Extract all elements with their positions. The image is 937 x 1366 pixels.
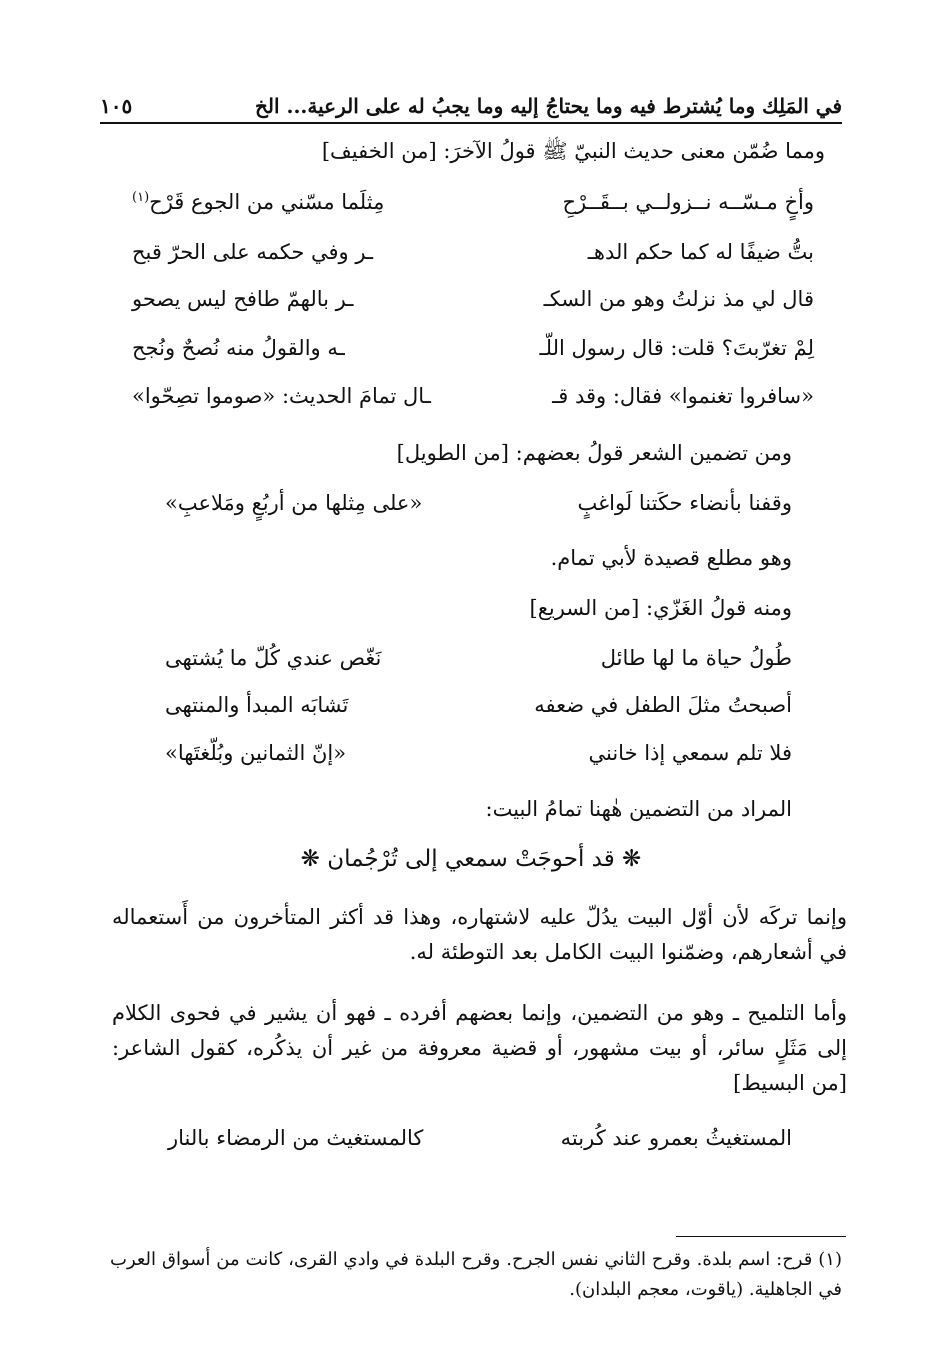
verse-left: ـه والقولُ منه نُصحٌ ونُجح xyxy=(132,336,345,360)
page-number: ١٠٥ xyxy=(100,94,133,118)
verse-left: نَغّص عندي كُلّ ما يُشتهى xyxy=(165,646,382,670)
verse-left: «على مِثلها من أربُعٍ ومَلاعبِ» xyxy=(165,491,423,515)
footnote-rule xyxy=(676,1236,846,1237)
header-rule xyxy=(100,122,842,124)
verse-left: ـر وفي حكمه على الحرّ قبح xyxy=(132,240,374,264)
verse-right: بتُّ ضيفًا له كما حكم الدهـ xyxy=(587,240,814,264)
verse-right: لِمْ تغرّبتَ؟ قلت: قال رسول اللّـ xyxy=(539,336,814,360)
verse-right: «سافروا تغنموا» فقال: وقد قـ xyxy=(552,384,814,408)
verse-right: قال لي مذ نزلتُ وهو من السكـ xyxy=(543,287,814,311)
header-title: في المَلِك وما يُشترط فيه وما يحتاجُ إليه وما يجبُ له على الرعية... الخ xyxy=(254,94,842,118)
verse-right: أصبحتُ مثلَ الطفل في ضعفه xyxy=(534,693,792,717)
footnote: (١) قرح: اسم بلدة. وقرح الثاني نفس الجرح. وقرح البلدة في وادي القرى، كانت من أسواق العرب في الجاهلية. (ياقوت، معجم البلدان). xyxy=(110,1249,842,1300)
intro-line: ومنه قولُ الغَزّي: [من السريع] xyxy=(529,596,792,620)
running-header xyxy=(100,78,842,118)
footnote-marker: (١) xyxy=(132,190,150,205)
verse-right: المستغيثُ بعمرو عند كُربته xyxy=(560,1126,792,1150)
paragraph: وأما التلميح ـ وهو من التضمين، وإنما بعضهم أفرده ـ فهو أن يشير في فحوى الكلام إلى مَثَلٍ سائر، أو بيت مشهور، أو قضية معروفة من غير أن يذكُره، كقول الشاعر: [من البسيط] xyxy=(112,1001,847,1095)
intro-line: المراد من التضمين هٰهنا تمامُ البيت: xyxy=(485,797,792,821)
verse-left: «إنّ الثمانين وبُلّغتَها» xyxy=(165,741,347,765)
verse-right: فلا تلم سمعي إذا خانني xyxy=(588,741,792,765)
verse-left-text: مِثلَما مسّني من الجوع قَرْح xyxy=(149,190,385,214)
note-line: وهو مطلع قصيدة لأبي تمام. xyxy=(550,546,792,570)
verse-right: وأخٍ مـسّــه نــزولــي بــقَــرْحِ xyxy=(562,190,814,214)
verse-left: كالمستغيث من الرمضاء بالنار xyxy=(168,1126,424,1150)
quoted-hemistich: ❋ قد أحوجَتْ سمعي إلى تُرْجُمان ❋ xyxy=(300,846,642,872)
intro-line: ومما ضُمّن معنى حديث النبيّ ﷺ قولُ الآخرَ: [من الخفيف] xyxy=(321,139,825,163)
paragraph: وإنما تركَه لأن أوّل البيت يدُلّ عليه لاشتهاره، وهذا قد أكثر المتأخرون من أَستعماله في أشعارهم، وضمّنوا البيت الكامل بعد التوطئة له. xyxy=(112,905,847,964)
verse-right: طُولُ حياة ما لها طائل xyxy=(600,646,792,670)
verse-left xyxy=(132,190,384,214)
verse-right: وقفنا بأنضاء حكَتنا لَواغبٍ xyxy=(577,491,792,515)
verse-left: ـال تمامَ الحديث: «صوموا تصِحّوا» xyxy=(132,384,431,408)
verse-left: ـر بالهمّ طافح ليس يصحو xyxy=(132,287,354,311)
verse-left: تَشابَه المبدأ والمنتهى xyxy=(165,693,349,717)
intro-line: ومن تضمين الشعر قولُ بعضهم: [من الطويل] xyxy=(396,441,792,465)
